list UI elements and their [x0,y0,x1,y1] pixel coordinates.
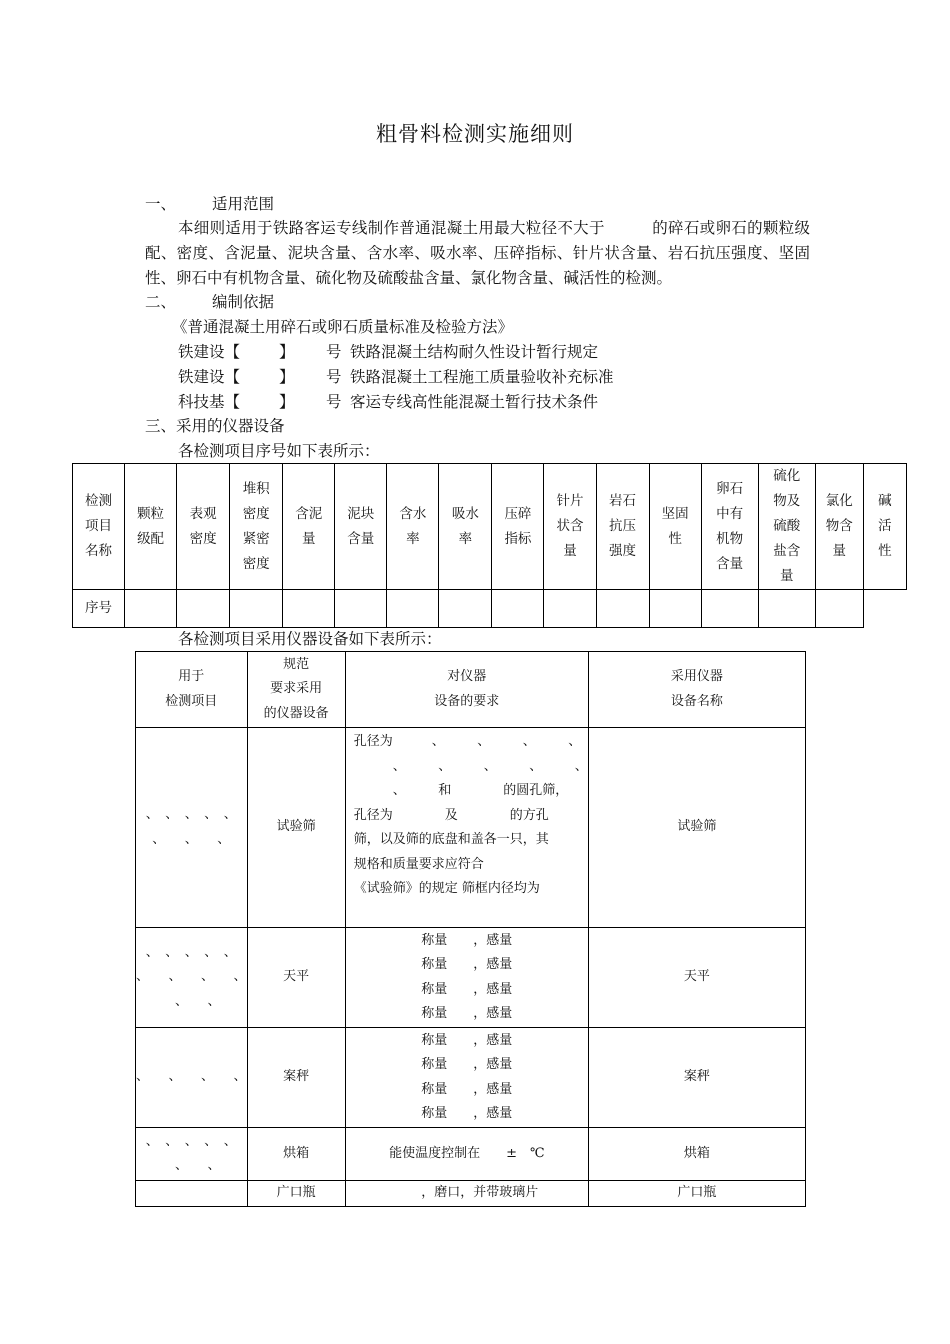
requirement-line: 孔径为 及 的方孔 [353,807,549,823]
header-line: 采用仪器 [670,669,723,684]
section-3-title: 三、采用的仪器设备 [145,417,285,435]
requirement-line: 称量 ，感量 [421,1006,513,1021]
table-row [136,1028,806,1128]
header-line: 卵石 [716,480,744,497]
header-line: 密度 [189,530,217,547]
header-line: 设备的要求 [434,693,500,709]
header-line: 率 [458,530,473,547]
col-crushing [492,464,544,590]
requirement-cell: ，磨口，并带玻璃片 [345,1181,588,1207]
requirement-line: 筛，以及筛的底盘和盖各一只，其 [353,832,549,847]
header-required-equipment [247,652,345,728]
requirement-line: 孔径为 、 、 、 、 [353,734,582,749]
reference-4-bracket: 】 [279,393,295,411]
requirement-line: 称量 ，感量 [421,1106,513,1121]
col-alkali-reactivity [863,464,906,590]
col-apparent-density [177,464,230,590]
col-flaky [544,464,596,590]
required-equipment-cell: 烘箱 [247,1128,345,1181]
requirement-line: 、 和 的圆孔筛， [353,783,569,798]
section-1-body: 本细则适用于铁路客运专线制作普通混凝土用最大粒径不大于 的碎石或卵石的颗粒级配、密度、含泥量、泥块含量、含水率、吸水率、压碎指标、针片状含量、岩石抗压强度、坚固性、卵石中有机物含量、硫化物及硫酸盐含量、氯化物含量、碱活性的检测。 [145,219,810,287]
header-line: 量 [563,543,577,559]
adopted-equipment-cell: 烘箱 [588,1128,805,1181]
number-cell [492,590,544,628]
header-line: 表观 [189,505,217,522]
reference-3-bracket: 】 [279,368,295,386]
table-row [136,728,806,928]
header-line: 量 [779,568,794,584]
header-line: 活 [878,518,892,534]
header-line: 用于 [178,669,205,684]
number-cell [177,590,230,628]
item-line: 、 、 [162,993,221,1009]
number-cell [815,590,863,628]
reference-4-number: 号 [326,393,342,411]
document-title: 粗骨料检测实施细则 [376,122,574,146]
requirement-line: 规格和质量要求应符合 [353,856,484,872]
requirement-cell: 能使温度控制在 ± ℃ [345,1128,588,1181]
reference-2-bracket: 】 [279,343,295,361]
header-line: 盐含 [773,543,801,559]
header-line: 坚固 [661,505,689,522]
header-line: 密度 [242,505,270,522]
header-line: 硫酸 [773,518,801,534]
reference-4-prefix: 科技基【 [178,393,241,411]
header-line: 紧密 [242,530,270,547]
requirement-line: 、 、 、 、 、 [353,758,588,774]
header-adopted-equipment [588,652,805,728]
col-absorption [439,464,492,590]
header-line: 含泥 [295,505,323,522]
reference-standard-1: 《普通混凝土用碎石或卵石质量标准及检验方法》 [172,318,514,336]
section-2-number: 二、 [145,293,177,311]
col-organic [701,464,758,590]
number-cell [230,590,283,628]
header-line: 密度 [242,555,270,572]
col-bulk-density [230,464,283,590]
item-line: 、 、 、 、 、 [145,1133,237,1149]
header-test-items [136,652,248,728]
reference-2-name: 铁路混凝土结构耐久性设计暂行规定 [350,343,599,361]
col-rock-strength [596,464,649,590]
section-1-title: 适用范围 [212,195,275,213]
header-line: 物及 [773,493,801,509]
col-grading [125,464,177,590]
header-line: 检测项目 [165,693,218,709]
requirement-line: 称量 ，感量 [421,1032,513,1048]
table-1-number-row [73,590,907,628]
test-items-cell [136,1028,248,1128]
number-cell [649,590,701,628]
item-line: 、 、 、 、 、 [145,944,237,960]
header-line: 性 [668,530,682,547]
requirement-line: 《试验筛》的规定 筛框内径均为 [353,881,540,896]
header-line: 率 [406,530,420,547]
header-line: 指标 [504,530,532,547]
item-line: 、 、 、 、 、 [145,807,237,822]
col-soundness [649,464,701,590]
header-line: 抗压 [609,518,637,534]
header-line: 物含 [825,518,853,534]
adopted-equipment-cell: 试验筛 [588,728,805,928]
row-number-label: 序号 [73,590,125,628]
test-items-cell [136,1181,248,1207]
col-mud-content [283,464,335,590]
reference-2-number: 号 [326,343,342,361]
col-moisture [387,464,439,590]
table-row [136,1181,806,1207]
col-chloride [815,464,863,590]
required-equipment-cell: 天平 [247,928,345,1028]
header-line: 含水 [399,505,427,522]
header-line: 硫化 [773,468,801,484]
header-line: 针片 [556,493,584,509]
header-line: 氯化 [825,493,853,509]
header-line: 含量 [716,555,744,572]
table-2-header-row [136,652,806,728]
header-line: 状含 [556,518,584,534]
requirement-line: 称量 ，感量 [421,1081,513,1097]
adopted-equipment-cell: 广口瓶 [588,1181,805,1207]
number-cell [544,590,596,628]
requirement-line: 称量 ，感量 [421,1057,513,1072]
col-clay-lump [335,464,387,590]
adopted-equipment-cell: 天平 [588,928,805,1028]
header-line: 的仪器设备 [263,705,329,721]
requirement-line: 称量 ，感量 [421,957,513,972]
header-line: 中有 [716,505,744,522]
item-line: 、 、 、 [152,831,231,847]
required-equipment-cell: 广口瓶 [247,1181,345,1207]
table-row [136,1128,806,1181]
required-equipment-cell: 案秤 [247,1028,345,1128]
header-line: 量 [301,530,316,547]
number-cell [335,590,387,628]
table-row [136,928,806,1028]
equipment-table [135,651,806,1207]
table-1-header-row [73,464,907,590]
reference-2-prefix: 铁建设【 [178,343,241,361]
header-line: 项目 [85,518,113,534]
test-item-name-header [73,464,125,590]
number-cell [283,590,335,628]
header-line: 设备名称 [670,693,723,709]
requirement-cell [345,928,588,1028]
test-items-cell [136,1128,248,1181]
number-cell [758,590,815,628]
number-cell [596,590,649,628]
header-line: 规范 [283,656,310,672]
header-line: 颗粒 [137,505,165,522]
test-items-cell [136,928,248,1028]
reference-3-number: 号 [326,368,342,386]
item-line: 、 、 、 、 [136,969,247,985]
item-line: 、 、 [162,1158,221,1173]
header-line: 岩石 [609,493,637,509]
header-line: 对仪器 [447,669,487,684]
number-cell [387,590,439,628]
header-line: 级配 [137,530,165,547]
header-line: 压碎 [504,505,532,522]
header-line: 机物 [716,530,744,547]
header-line: 含量 [347,530,375,547]
test-item-number-table [72,463,907,628]
header-line: 要求采用 [270,681,323,697]
requirement-line: 称量 ，感量 [421,981,513,997]
header-line: 碱 [878,493,892,509]
header-line: 检测 [85,493,113,509]
col-sulfide [758,464,815,590]
reference-3-prefix: 铁建设【 [178,368,241,386]
table-2-caption: 各检测项目采用仪器设备如下表所示： [178,630,442,648]
header-line: 量 [832,543,847,559]
requirement-line: 称量 ，感量 [421,932,513,948]
number-cell [125,590,177,628]
number-cell [701,590,758,628]
requirement-cell [345,728,588,928]
header-equipment-requirements [345,652,588,728]
section-2-title: 编制依据 [212,293,275,311]
item-line: 、 、 、 、 [136,1069,247,1085]
header-line: 吸水 [451,505,479,522]
header-line: 堆积 [242,480,270,497]
test-items-cell [136,728,248,928]
reference-3-name: 铁路混凝土工程施工质量验收补充标准 [350,368,614,386]
adopted-equipment-cell: 案秤 [588,1028,805,1128]
header-line: 名称 [85,543,113,559]
section-1-number: 一、 [145,195,177,213]
header-line: 性 [878,543,892,559]
number-cell [439,590,492,628]
reference-4-name: 客运专线高性能混凝土暂行技术条件 [350,393,599,411]
header-line: 强度 [609,543,637,559]
table-1-caption: 各检测项目序号如下表所示： [178,442,380,460]
requirement-cell [345,1028,588,1128]
header-line: 泥块 [347,505,375,522]
required-equipment-cell: 试验筛 [247,728,345,928]
